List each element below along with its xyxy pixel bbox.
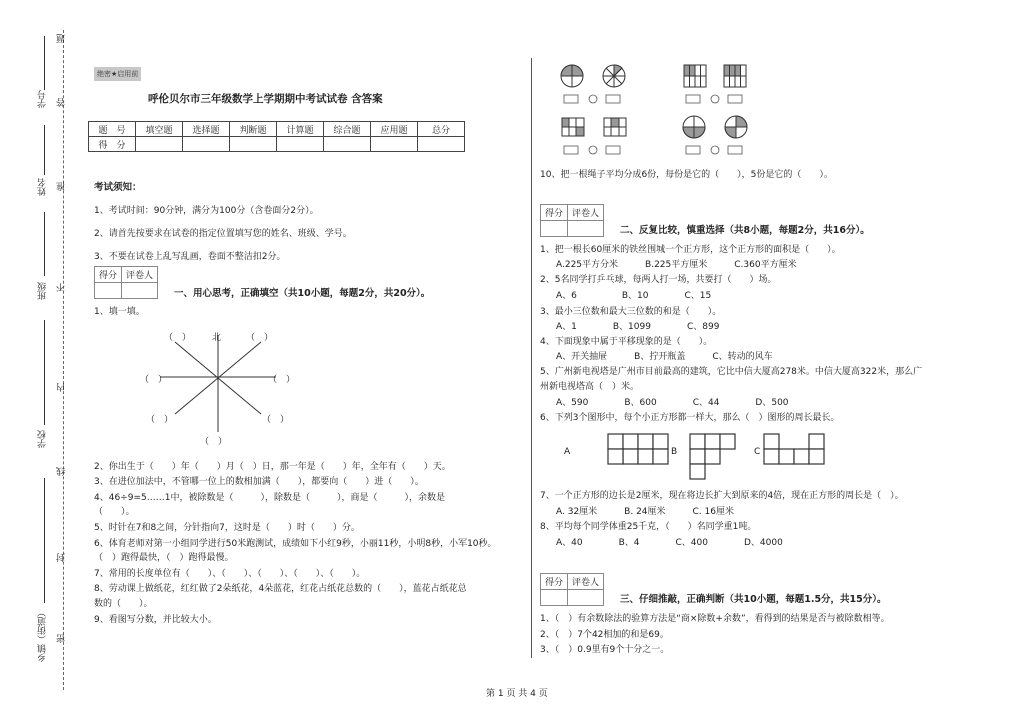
score-cell: 选择题 (183, 122, 230, 137)
answer-options: A、1 B、1099 C、899 (556, 322, 720, 332)
score-cell: 判断题 (230, 122, 277, 137)
answer-options: A、开关抽屉 B、拧开瓶盖 C、转动的风车 (556, 352, 773, 362)
answer-options: A、6 B、10 C、15 (556, 291, 712, 301)
question: 4、下面现象中属于平移现象的是（ ）。 (540, 337, 713, 347)
notice-item: 1、考试时间：90分钟，满分为100分（含卷面分2分）。 (94, 206, 319, 216)
question: 10、把一根绳子平均分成6份，每份是它的（ ），5份是它的（ ）。 (540, 170, 833, 180)
column-divider (531, 58, 532, 658)
margin-label-class: 班级 (38, 282, 48, 300)
margin-label-township: 乡镇（街道） (38, 608, 48, 662)
section-3-title: 三、仔细推敲，正确判断（共10小题，每题1.5分，共15分）。 (620, 594, 887, 605)
margin-label-name: 姓名 (38, 178, 48, 196)
score-cell: 填空题 (136, 122, 183, 137)
notice-heading: 考试须知： (94, 182, 142, 193)
question: 1、填一填。 (94, 307, 145, 317)
fraction-figures (556, 60, 756, 170)
grader-box (540, 573, 604, 606)
score-table-score-row (89, 137, 465, 152)
question: 州新电视塔高（ ）米。 (540, 382, 640, 392)
compass-blank[interactable]: （ ） (140, 375, 168, 385)
page-number: 第 1 页 共 4 页 (486, 689, 548, 699)
score-blank[interactable] (136, 137, 183, 152)
answer-box[interactable] (606, 146, 620, 154)
score-cell: 应用题 (371, 122, 418, 137)
cut-mark: 密 (57, 634, 67, 643)
question: 9、看图写分数，并比较大小。 (94, 615, 217, 625)
blank-line (44, 36, 45, 86)
compass-blank[interactable]: （ ） (268, 375, 296, 385)
grader-score-label: 得分 (95, 267, 122, 283)
question: 5、时针在7和8之间，分针指向7，这时是（ ）时（ ）分。 (94, 523, 360, 533)
cut-mark: 线 (57, 467, 67, 476)
cut-mark: 内 (57, 383, 67, 392)
score-cell: 得 分 (89, 137, 136, 152)
question: 6、体育老师对第一小组同学进行50米跑测试，成绩如下小红9秒，小丽11秒，小明8秒，小军10秒。 (94, 539, 497, 549)
blank-line (44, 320, 45, 425)
score-blank[interactable] (324, 137, 371, 152)
question: 8、劳动课上做纸花，红红做了2朵纸花，4朵蓝花，红花占纸花总数的（ ），蓝花占纸花总 (94, 584, 467, 594)
question: 2、（ ）7个42相加的和是69。 (540, 630, 669, 640)
compass-blank[interactable]: （ ） (262, 415, 290, 425)
question: 8、平均每个同学体重25千克，（ ）名同学重1吨。 (540, 522, 757, 532)
answer-options: A. 32厘米 B. 24厘米 C. 16厘米 (556, 507, 734, 517)
answer-box[interactable] (686, 146, 700, 154)
compare-circle[interactable] (589, 95, 597, 103)
question: （ ）。 (94, 507, 135, 517)
section-2-title: 二、反复比较，慎重选择（共8小题，每题2分，共16分）。 (620, 225, 870, 236)
question: 7、一个正方形的边长是2厘米，现在将边长扩大到原来的4倍，现在正方形的周长是（ ）。 (540, 491, 904, 501)
grader-blank[interactable] (541, 221, 568, 237)
binding-line (63, 30, 64, 690)
compare-circle[interactable] (711, 146, 719, 154)
compass-blank[interactable]: （ ） (146, 415, 174, 425)
grader-score-label: 得分 (541, 574, 568, 590)
shaded-part (561, 65, 572, 76)
compass-north-label: 北 (212, 333, 222, 343)
score-blank[interactable] (418, 137, 465, 152)
shape-label-a: A (564, 447, 571, 457)
answer-box[interactable] (728, 146, 742, 154)
shape-label-c: C (754, 447, 761, 457)
blank-line (44, 125, 45, 175)
question: 3、在进位加法中，不管哪一位上的数相加满（ ），都要向（ ）进（ ）。 (94, 477, 424, 487)
score-table-header-row (89, 122, 465, 137)
grader-name-label: 评卷人 (568, 574, 604, 590)
answer-box[interactable] (728, 95, 742, 103)
cut-mark: 封 (57, 553, 67, 562)
question: 2、你出生于（ ）年（ ）月（ ）日，那一年是（ ）年，全年有（ ）天。 (94, 462, 451, 472)
grader-blank[interactable] (122, 283, 158, 299)
score-blank[interactable] (371, 137, 418, 152)
grader-blank[interactable] (568, 590, 604, 606)
score-blank[interactable] (277, 137, 324, 152)
grader-blank[interactable] (95, 283, 122, 299)
confidential-stamp: 绝密★启用前 (94, 67, 141, 81)
answer-options: A、40 B、4 C、400 D、4000 (556, 538, 783, 548)
shape-label-b: B (671, 447, 678, 457)
compass-blank[interactable]: （ ） (200, 437, 228, 447)
question: 4、46÷9=5……1中，被除数是（ ），除数是（ ），商是（ ），余数是 (94, 493, 445, 503)
question: 5、广州新电视塔是广州市目前最高的建筑，它比中信大厦高278米。中信大厦高322米，那么广 (540, 367, 923, 377)
margin-label-student-id: 学号 (38, 90, 48, 108)
answer-box[interactable] (606, 95, 620, 103)
compare-circle[interactable] (711, 95, 719, 103)
shape-b (690, 434, 735, 479)
shaded-part (572, 65, 583, 76)
margin-label-school: 学校 (38, 430, 48, 448)
compass-blank[interactable]: （ ） (246, 333, 274, 343)
question: 3、（ ）0.9里有9个十分之一。 (540, 645, 670, 655)
blank-line (44, 212, 45, 276)
score-cell: 综合题 (324, 122, 371, 137)
score-cell: 计算题 (277, 122, 324, 137)
cut-mark: 题 (57, 34, 67, 43)
cut-mark: 准 (57, 182, 67, 191)
answer-box[interactable] (564, 146, 578, 154)
notice-item: 2、请首先按要求在试卷的指定位置填写您的姓名、班级、学号。 (94, 229, 352, 239)
answer-options: A、590 B、600 C、44 D、500 (556, 398, 789, 408)
answer-box[interactable] (686, 95, 700, 103)
shape-a (608, 434, 668, 464)
score-blank[interactable] (230, 137, 277, 152)
compare-circle[interactable] (589, 146, 597, 154)
answer-box[interactable] (564, 95, 578, 103)
question: 1、（ ）有余数除法的验算方法是“商×除数+余数”，看得到的结果是否与被除数相等。 (540, 614, 890, 624)
question: 6、下列3个图形中，每个小正方形都一样大，那么（ ）图形的周长最长。 (540, 413, 840, 423)
grader-score-label: 得分 (541, 205, 568, 221)
grader-blank[interactable] (541, 590, 568, 606)
cut-mark: 不 (57, 283, 67, 292)
score-cell: 总分 (418, 122, 465, 137)
grader-name-label: 评卷人 (568, 205, 604, 221)
score-blank[interactable] (183, 137, 230, 152)
question: 1、把一根长60厘米的铁丝围城一个正方形，这个正方形的面积是（ ）。 (540, 245, 841, 255)
shape-c (764, 434, 824, 464)
cut-mark: 答 (57, 98, 67, 107)
grader-box (94, 266, 158, 299)
perimeter-shapes (604, 432, 844, 482)
blank-line (44, 478, 45, 603)
notice-item: 3、不要在试卷上乱写乱画，卷面不整洁扣2分。 (94, 252, 286, 262)
score-table (88, 121, 465, 152)
question: 2、5名同学打乒乓球，每两人打一场，共要打（ ）场。 (540, 275, 777, 285)
question: 3、最小三位数和最大三位数的和是（ ）。 (540, 307, 722, 317)
grader-box (540, 204, 604, 237)
answer-options: A.225平方分米 B.225平方厘米 C.360平方厘米 (556, 260, 797, 270)
section-1-title: 一、用心思考，正确填空（共10小题，每题2分，共20分）。 (174, 288, 431, 299)
grader-name-label: 评卷人 (122, 267, 158, 283)
compass-blank[interactable]: （ ） (164, 333, 192, 343)
question: 7、常用的长度单位有（ ）、（ ）、（ ）、（ ）、（ ）。 (94, 569, 366, 579)
question: （ ）跑得最快，（ ）跑得最慢。 (94, 553, 234, 563)
score-cell: 题 号 (89, 122, 136, 137)
question: 数的（ ）。 (94, 599, 153, 609)
grader-blank[interactable] (568, 221, 604, 237)
page-title: 呼伦贝尔市三年级数学上学期期中考试试卷 含答案 (148, 93, 383, 105)
